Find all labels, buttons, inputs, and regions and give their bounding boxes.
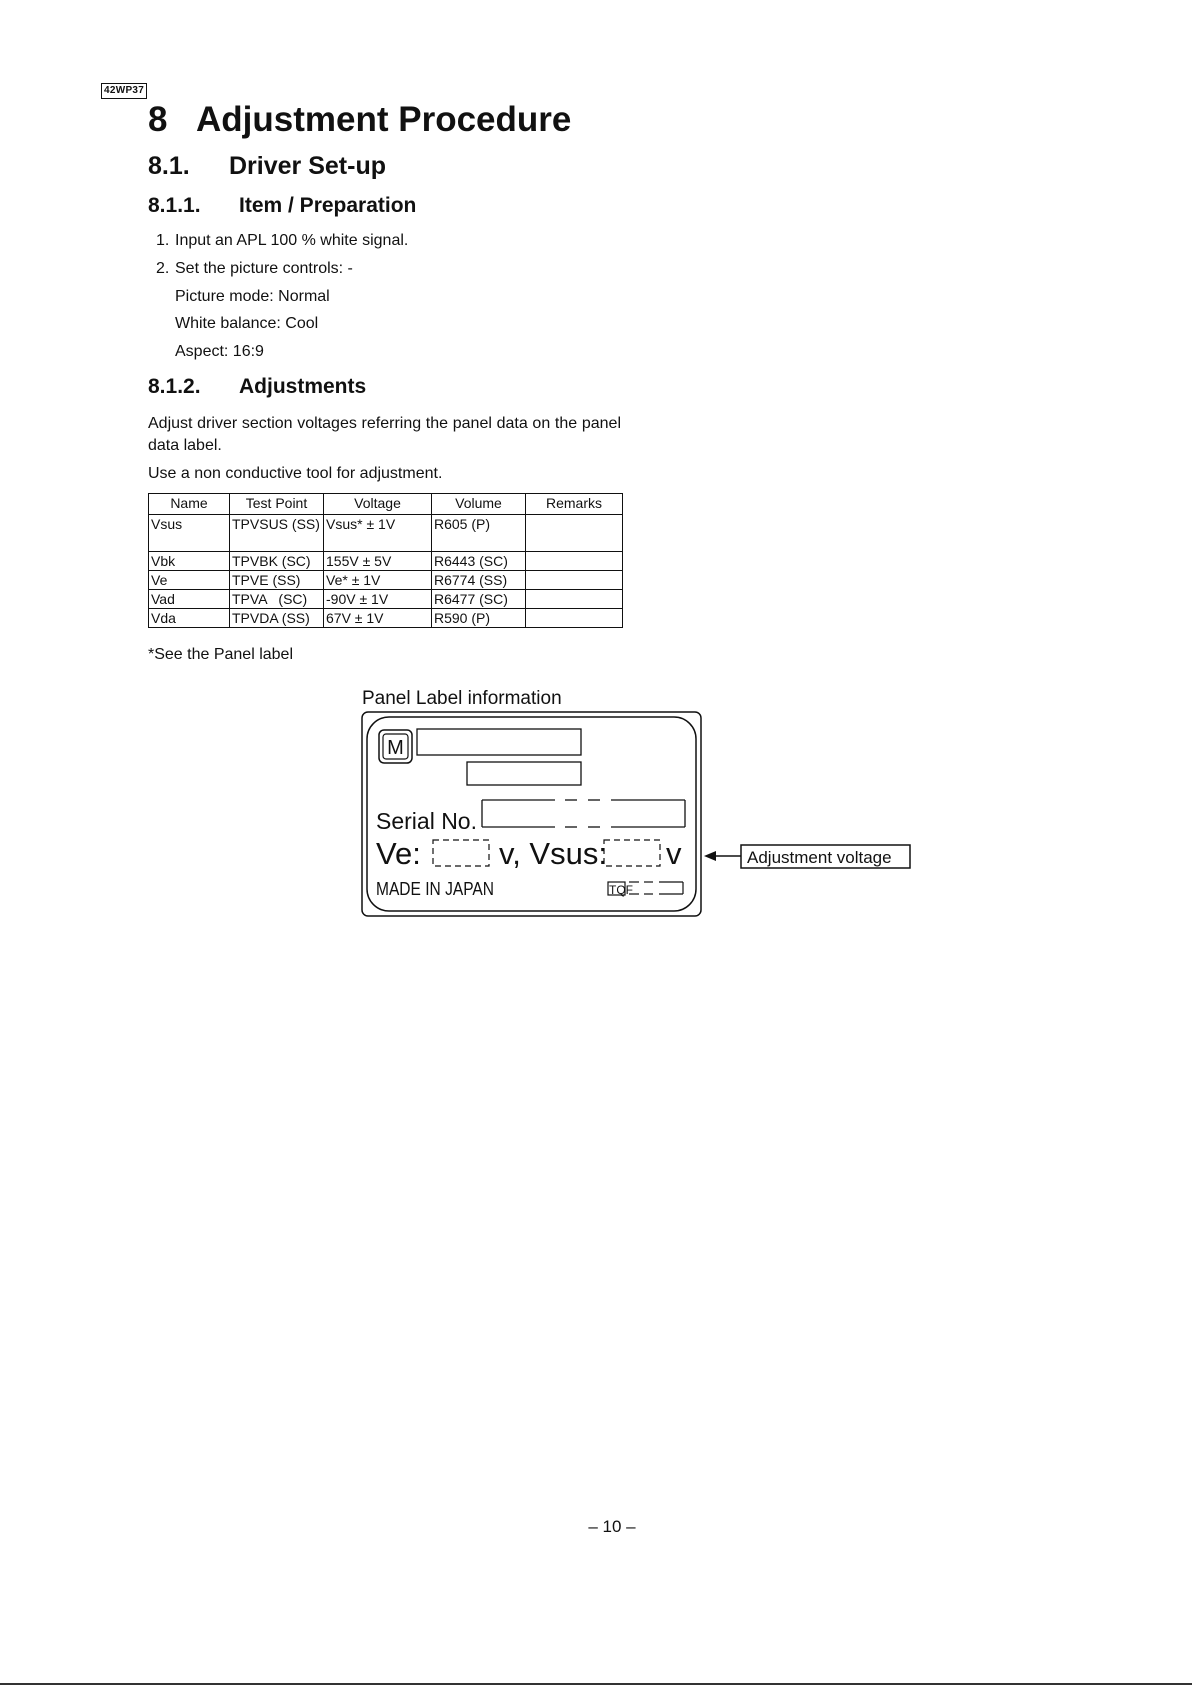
table-cell: TPVA (SC): [230, 590, 324, 609]
column-header: Test Point: [230, 494, 324, 515]
setting-aspect: Aspect: 16:9: [175, 343, 264, 360]
subsection-title: Driver Set-up: [229, 152, 386, 180]
list-item-number: 1.: [156, 232, 170, 249]
adjustments-paragraph: Adjust driver section voltages referring the panel data on the panel data label.: [148, 415, 621, 454]
adjustments-number: 8.1.2.: [148, 375, 201, 398]
section-number: 8: [148, 100, 168, 139]
setting-picture-mode: Picture mode: Normal: [175, 288, 330, 305]
tool-note: Use a non conductive tool for adjustment.: [148, 465, 443, 482]
adjustments-heading: [148, 375, 366, 399]
callout-label: Adjustment voltage: [747, 848, 892, 867]
table-cell: R6443 (SC): [432, 552, 526, 571]
table-cell: 67V ± 1V: [324, 609, 432, 628]
table-cell: -90V ± 1V: [324, 590, 432, 609]
table-cell: TPVSUS (SS): [230, 515, 324, 552]
table-cell: [526, 571, 623, 590]
tqf-field-box: [629, 882, 683, 894]
list-item: [156, 260, 353, 278]
table-cell: R6774 (SS): [432, 571, 526, 590]
callout-arrow: [704, 851, 741, 861]
serial-label: Serial No.: [376, 808, 477, 834]
list-item-text: Set the picture controls: -: [175, 260, 353, 277]
maker-logo: [379, 730, 412, 763]
table-cell: Vda: [149, 609, 230, 628]
table-row: [149, 590, 623, 609]
table-cell: R6477 (SC): [432, 590, 526, 609]
serial-field-box: [482, 800, 685, 827]
table-cell: TPVE (SS): [230, 571, 324, 590]
column-header: Remarks: [526, 494, 623, 515]
table-row: [149, 609, 623, 628]
made-in-label: MADE IN JAPAN: [376, 879, 494, 899]
panel-label-figure: [355, 680, 915, 920]
table-cell: R590 (P): [432, 609, 526, 628]
subsection-number: 8.1.: [148, 152, 190, 180]
table-cell: [526, 515, 623, 552]
unit-label: v: [666, 836, 682, 871]
model-field-box: [417, 729, 581, 755]
model-tag: 42WP37: [101, 83, 147, 99]
table-cell: Vsus* ± 1V: [324, 515, 432, 552]
section-heading: [148, 100, 571, 140]
panel-label-caption: Panel Label information: [362, 688, 562, 709]
table-cell: TPVBK (SC): [230, 552, 324, 571]
ve-value-box: [433, 840, 489, 866]
item-prep-title: Item / Preparation: [239, 194, 417, 217]
table-cell: 155V ± 5V: [324, 552, 432, 571]
item-prep-number: 8.1.1.: [148, 194, 201, 217]
table-cell: TPVDA (SS): [230, 609, 324, 628]
tqf-label: TQF: [609, 883, 633, 897]
page-number: – 10 –: [588, 1517, 636, 1536]
code-field-box: [467, 762, 581, 785]
table-cell: Vbk: [149, 552, 230, 571]
list-item-number: 2.: [156, 260, 170, 277]
adjustment-table: [148, 493, 623, 628]
table-cell: R605 (P): [432, 515, 526, 552]
table-row: [149, 552, 623, 571]
column-header: Name: [149, 494, 230, 515]
table-cell: [526, 552, 623, 571]
table-cell: [526, 590, 623, 609]
column-header: Voltage: [324, 494, 432, 515]
item-prep-heading: [148, 194, 416, 218]
section-title: Adjustment Procedure: [196, 100, 572, 139]
table-cell: Ve: [149, 571, 230, 590]
footnote: *See the Panel label: [148, 646, 293, 663]
table-header-row: [149, 494, 623, 515]
table-cell: Vad: [149, 590, 230, 609]
table-row: [149, 515, 623, 552]
adjustments-title: Adjustments: [239, 375, 367, 398]
ve-label: Ve:: [376, 836, 421, 871]
list-item: [156, 232, 408, 250]
table-cell: Vsus: [149, 515, 230, 552]
table-cell: Ve* ± 1V: [324, 571, 432, 590]
table-cell: [526, 609, 623, 628]
column-header: Volume: [432, 494, 526, 515]
setting-white-balance: White balance: Cool: [175, 315, 319, 332]
subsection-heading: [148, 152, 386, 181]
vsus-value-box: [604, 840, 660, 866]
list-item-text: Input an APL 100 % white signal.: [175, 232, 409, 249]
logo-letter: M: [387, 737, 404, 759]
vsus-label: v, Vsus:: [499, 836, 607, 871]
table-row: [149, 571, 623, 590]
